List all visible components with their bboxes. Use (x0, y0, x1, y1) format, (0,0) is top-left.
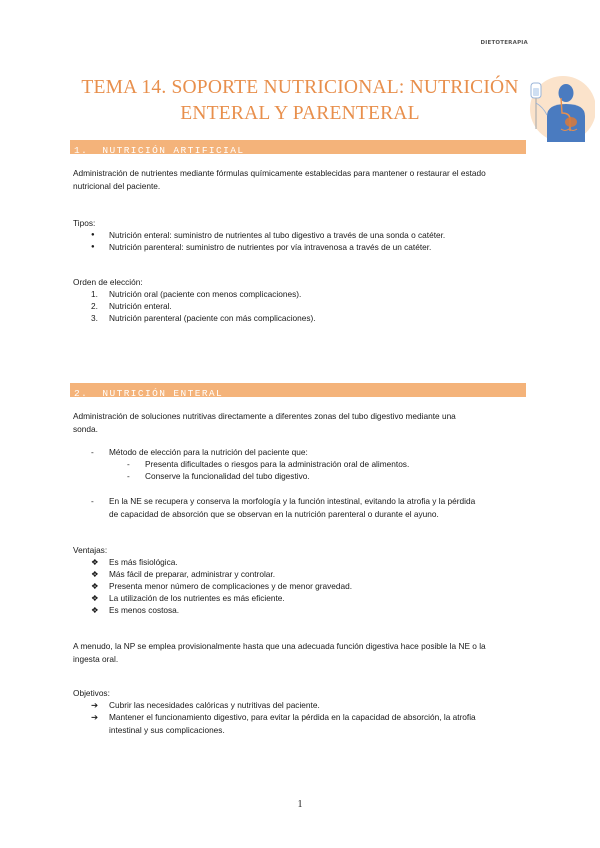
list-item: Cubrir las necesidades calóricas y nutritivas del paciente. (109, 700, 320, 710)
list-number: 1. (91, 289, 98, 299)
patient-iv-illustration-icon (525, 73, 595, 143)
section-heading-nutricion-enteral (70, 383, 526, 397)
section-heading-label: 2. NUTRICIÓN ENTERAL (74, 388, 224, 399)
tipos-label: Tipos: (73, 218, 96, 228)
arrow-bullet-icon: ➔ (91, 712, 98, 722)
list-item: Es menos costosa. (109, 605, 180, 615)
section2-intro-line: Administración de soluciones nutritivas directamente a diferentes zonas del tubo digestivo mediante una (73, 411, 456, 421)
section1-intro-line: nutricional del paciente. (73, 180, 161, 191)
ne-paragraph-line: de capacidad de absorción que se observan en la nutrición parenteral o durante el ayuno. (109, 508, 439, 519)
list-number: 3. (91, 313, 98, 323)
list-item: Presenta menor número de complicaciones y de menor gravedad. (109, 581, 353, 591)
list-item: Nutrición oral (paciente con menos complicaciones). (109, 289, 302, 299)
dash-marker: - (127, 459, 130, 469)
ne-paragraph (109, 495, 539, 520)
diamond-bullet-icon: ❖ (91, 557, 99, 567)
dash-marker: - (91, 447, 94, 457)
bullet-marker: ● (91, 232, 95, 238)
list-item: Nutrición parenteral (paciente con más complicaciones). (109, 313, 316, 323)
page-title (60, 75, 540, 127)
arrow-bullet-icon: ➔ (91, 700, 98, 710)
ne-paragraph-line: En la NE se recupera y conserva la morfología y la función intestinal, evitando la atrofia y la pérdida (109, 496, 476, 506)
diamond-bullet-icon: ❖ (91, 581, 99, 591)
dash-marker: - (91, 496, 94, 506)
bullet-marker: ● (91, 244, 95, 250)
section2-intro-line: sonda. (73, 423, 98, 434)
list-item (109, 711, 476, 736)
np-paragraph-line: ingesta oral. (73, 653, 119, 664)
section2-intro (73, 410, 533, 435)
page-title-line1: TEMA 14. SOPORTE NUTRICIONAL: NUTRICIÓN (81, 77, 519, 98)
diamond-bullet-icon: ❖ (91, 593, 99, 603)
list-item-line: Mantener el funcionamiento digestivo, para evitar la pérdida en la capacidad de absorción, la atrofia (109, 712, 476, 722)
list-item: La utilización de los nutrientes es más eficiente. (109, 593, 285, 603)
list-item: Nutrición enteral: suministro de nutrientes al tubo digestivo a través de una sonda o catéter. (109, 230, 446, 240)
metodo-label: Método de elección para la nutrición del paciente que: (109, 447, 308, 457)
section1-intro-line: Administración de nutrientes mediante fórmulas químicamente establecidas para mantener o restaurar el estado (73, 168, 486, 178)
np-paragraph-line: A menudo, la NP se emplea provisionalmente hasta que una adecuada función digestiva hace posible la NE o la (73, 641, 486, 651)
diamond-bullet-icon: ❖ (91, 605, 99, 615)
section-heading-label: 1. NUTRICIÓN ARTIFICIAL (74, 145, 245, 156)
np-paragraph (73, 640, 533, 665)
list-item: Conserve la funcionalidad del tubo digestivo. (145, 471, 310, 481)
list-item: Presenta dificultades o riesgos para la administración oral de alimentos. (145, 459, 410, 469)
orden-label: Orden de elección: (73, 277, 143, 287)
list-item: Nutrición parenteral: suministro de nutrientes por vía intravenosa a través de un catéter. (109, 242, 432, 252)
header-brand: DIETOTERAPIA (480, 40, 528, 46)
page-title-line2: ENTERAL Y PARENTERAL (180, 103, 420, 124)
objetivos-label: Objetivos: (73, 688, 110, 698)
list-item: Nutrición enteral. (109, 301, 172, 311)
page-number: 1 (297, 799, 303, 810)
diamond-bullet-icon: ❖ (91, 569, 99, 579)
list-item: Más fácil de preparar, administrar y controlar. (109, 569, 276, 579)
section-heading-nutricion-artificial (70, 140, 526, 154)
section1-intro (73, 167, 533, 192)
dash-marker: - (127, 471, 130, 481)
ventajas-label: Ventajas: (73, 545, 108, 555)
list-item: Es más fisiológica. (109, 557, 178, 567)
list-number: 2. (91, 301, 98, 311)
list-item-line: intestinal y sus complicaciones. (109, 724, 225, 735)
